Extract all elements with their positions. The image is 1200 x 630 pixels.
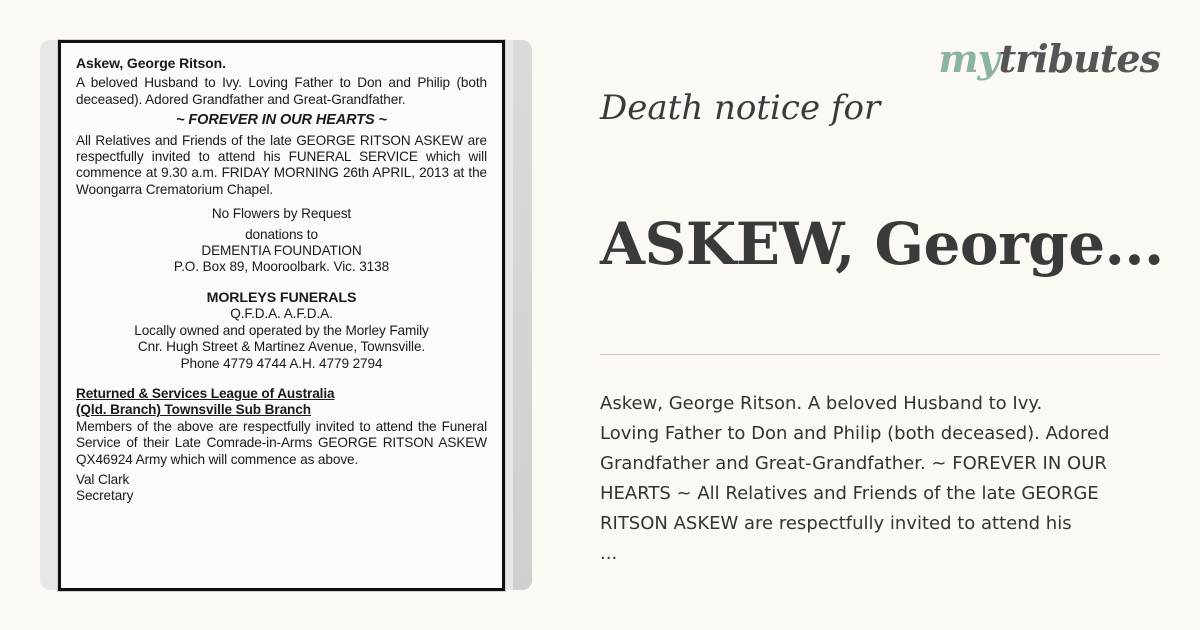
- notice-phone: Phone 4779 4744 A.H. 4779 2794: [180, 355, 383, 371]
- notice-donations: donations to: [245, 226, 318, 242]
- notice-rsl-line1: Returned & Services League of Australia: [76, 385, 335, 401]
- notice-forever: ~ FOREVER IN OUR HEARTS ~: [176, 112, 387, 129]
- notice-flowers: No Flowers by Request: [211, 206, 352, 222]
- notice-signoff-name: Val Clark: [76, 471, 130, 487]
- notice-signoff-title: Secretary: [76, 488, 134, 504]
- divider: [600, 354, 1160, 355]
- notice-funeral-home: MORLEYS FUNERALS: [206, 289, 357, 306]
- mytributes-logo[interactable]: [938, 36, 1160, 81]
- notice-paragraph-service: All Relatives and Friends of the late GEORGE RITSON ASKEW are respectfully invited to attend his FUNERAL SERVICE which will commence at 9.30 a.m. FRIDAY MORNING 26th APRIL, 2013 at the Woongarra Crematorium Chapel.: [76, 132, 487, 197]
- notice-excerpt: Askew, George Ritson. A beloved Husband to Ivy. Loving Father to Don and Philip (both deceased). Adored Grandfather and Great-Grandfather. ~ FOREVER IN OUR HEARTS ~ All Relatives and Friends of the late GEORGE RITSON ASKEW are respectfully invited to attend his ...: [600, 393, 1110, 564]
- notice-edge-shadow: [513, 40, 532, 590]
- notice-text: [76, 55, 487, 505]
- notice-address: P.O. Box 89, Mooroolbark. Vic. 3138: [173, 259, 390, 275]
- notice-street: Cnr. Hugh Street & Martinez Avenue, Townsville.: [137, 339, 426, 355]
- notice-foundation: DEMENTIA FOUNDATION: [201, 243, 362, 259]
- notice-paragraph-rsl: Members of the above are respectfully invited to attend the Funeral Service of their Late Comrade-in-Arms GEORGE RITSON ASKEW QX46924 Army which will commence as above.: [76, 418, 487, 467]
- death-notice-image: [40, 40, 532, 590]
- logo-my: my: [938, 36, 999, 81]
- logo-tributes: tributes: [998, 36, 1160, 81]
- notice-paragraph-family: A beloved Husband to Ivy. Loving Father to Don and Philip (both deceased). Adored Grandfather and Great-Grandfather.: [76, 75, 487, 107]
- notice-name: Askew, George Ritson.: [76, 55, 226, 71]
- newspaper-clipping: [58, 40, 505, 591]
- notice-owned: Locally owned and operated by the Morley Family: [134, 322, 429, 338]
- page-subtitle: Death notice for: [600, 88, 881, 128]
- notice-qfda: Q.F.D.A. A.F.D.A.: [230, 306, 333, 322]
- page-title: ASKEW, George...: [600, 210, 1164, 278]
- notice-rsl-line2: (Qld. Branch) Townsville Sub Branch: [76, 402, 311, 418]
